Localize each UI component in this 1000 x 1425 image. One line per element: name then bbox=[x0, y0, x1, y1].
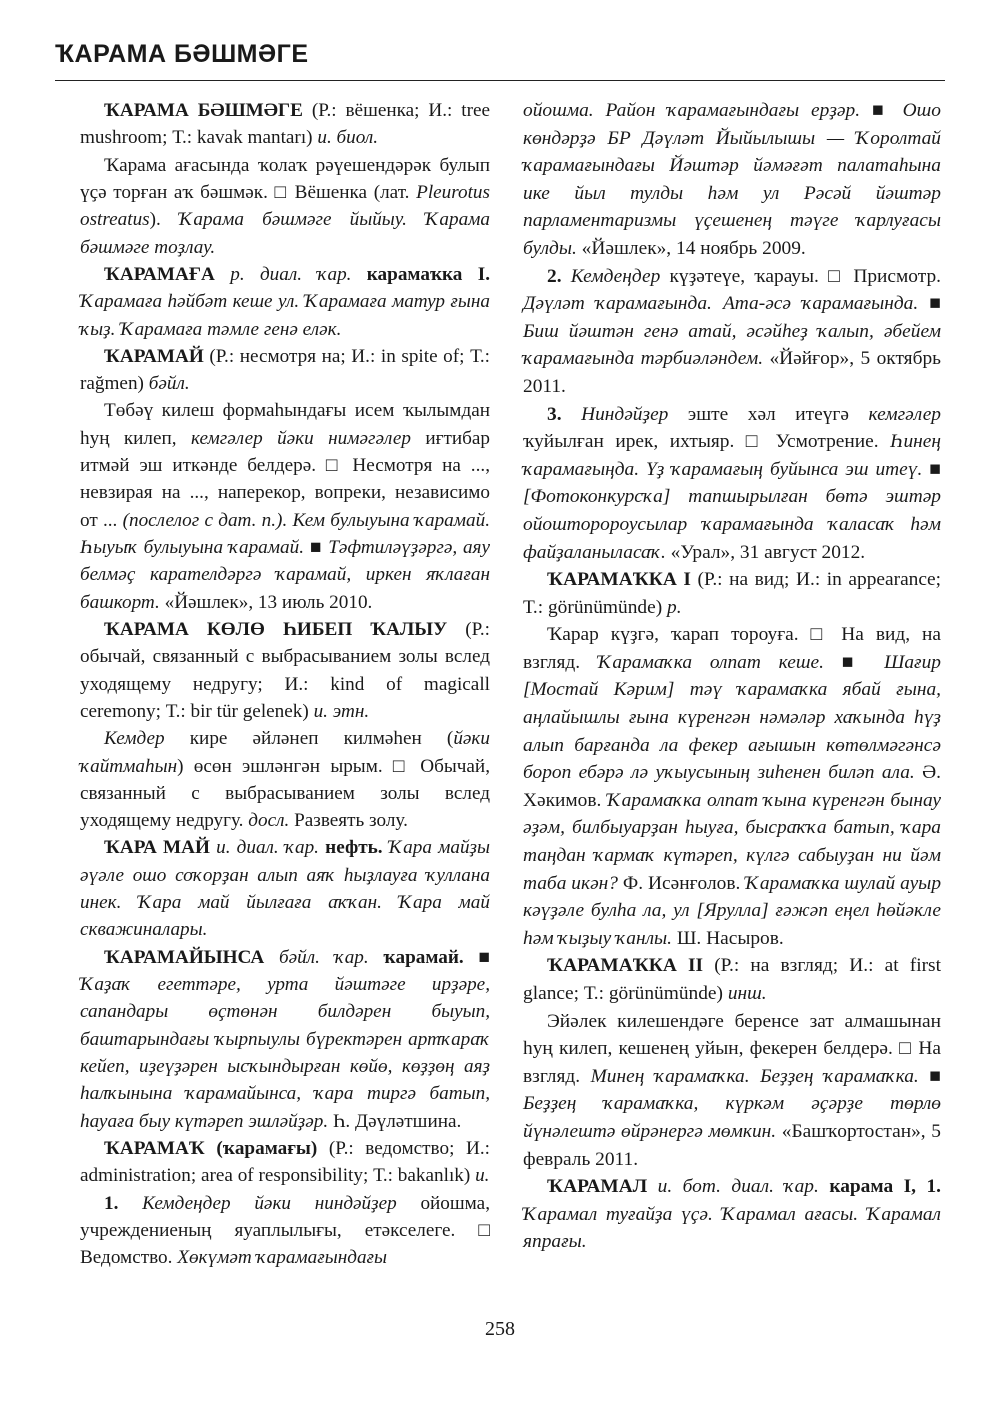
headword: карамаҡка I. bbox=[366, 263, 490, 285]
italic-text: инш. bbox=[727, 983, 767, 1004]
italic-text: ойошма. Район ҡарамағындағы ерҙәр. bbox=[523, 100, 861, 121]
body-text bbox=[351, 264, 366, 285]
dictionary-entry-paragraph bbox=[523, 263, 941, 401]
dictionary-entry-paragraph bbox=[80, 834, 490, 943]
dictionary-entry-paragraph bbox=[80, 261, 490, 343]
body-text: Ә. Хәкимов. bbox=[523, 762, 941, 811]
italic-text: и. bbox=[475, 1165, 490, 1187]
body-text: эште хәл итеүгә bbox=[668, 403, 869, 425]
body-text: ойошма, учреждениеның яуаплылығы, етәкселеге. □ Ведомство. bbox=[80, 1192, 490, 1269]
headword: ҠАРАМАҒА bbox=[104, 263, 215, 285]
body-text bbox=[264, 947, 279, 968]
body-text: ■ bbox=[304, 537, 329, 558]
italic-text: Ҡарамаҡка олпат кеше. bbox=[597, 651, 824, 673]
italic-text: Ҡарамаға һәйбәт кеше ул. Ҡарамаға матур ғына ҡыҙ. Ҡарамаға тәмле генә еләк. bbox=[80, 291, 490, 340]
header-rule bbox=[55, 80, 945, 81]
body-text: «Урал», 31 август 2012. bbox=[665, 541, 866, 563]
italic-text: Минең ҡарамаҡка. Беҙҙең ҡарамаҡка. bbox=[590, 1065, 919, 1087]
italic-text: и. бот. диал. ҡар. bbox=[657, 1176, 819, 1198]
headword: ҠАРАМАҠКА II bbox=[547, 955, 704, 977]
headword: ҠАРАМА КӨЛӨ ҺИБЕП ҠАЛЫУ bbox=[104, 618, 448, 640]
body-text: Эйәлек килешендәге беренсе зат алмашынан һуң килеп, кешенең уйын, фекерен белдерә. □ На взгляд. bbox=[523, 1010, 941, 1087]
body-text: ҡуйылған ирек, ихтыяр. □ Усмотрение. bbox=[523, 431, 891, 453]
italic-text: р. bbox=[667, 596, 682, 618]
italic-text: досл. bbox=[248, 810, 290, 832]
italic-text: Ҡаҙаҡ егеттәре, урта йәштәге ирҙәре, сапандары өҫтөнән билдәрен быуып, баштарындағы ҡырпыулы бүректәрен артҡараҡ кейеп, иҙеүҙәрен ысҡындырған көйө, көҙҙөң аяҙ һалҡынына ҡарамайынса, ҡара тиргә батып, һауаға быу күтәреп эшләйҙәр. bbox=[80, 974, 490, 1132]
italic-text: Һинең ҡарамағыңда. Үҙ ҡарамағың буйынса эш итеү. bbox=[523, 431, 941, 480]
italic-text: Тәфтиләүҙәргә, аяу белмәҫ карателдәргә ҡарамай, иркен яҡлаған башкорт. bbox=[80, 537, 490, 613]
italic-text: и. диал. ҡар. bbox=[216, 837, 319, 859]
dictionary-entry-paragraph bbox=[523, 97, 941, 263]
body-text: ■ bbox=[463, 946, 491, 968]
body-text bbox=[562, 266, 571, 287]
italic-text: бәйл. ҡар. bbox=[278, 946, 369, 968]
body-text: Ҡарама ағасында ҡолаҡ рәүешендәрәк булып үҫә торған аҡ бәшмәк. □ Вёшенка (лат. bbox=[80, 154, 490, 203]
dictionary-entry-paragraph bbox=[80, 725, 490, 834]
body-text: кире әйләнеп килмәһен ( bbox=[164, 728, 454, 750]
dictionary-entry-paragraph bbox=[80, 616, 490, 725]
italic-text: Pleurotus ostreatus bbox=[80, 181, 490, 231]
dictionary-entry-paragraph bbox=[523, 1008, 941, 1174]
italic-text: Кемдер bbox=[104, 728, 165, 750]
dictionary-entry-paragraph bbox=[80, 1135, 490, 1190]
body-text bbox=[369, 947, 384, 968]
italic-text: Ниндәйҙер bbox=[581, 403, 669, 425]
italic-text: Кемдеңдер йәки ниндәйҙер bbox=[142, 1192, 397, 1214]
dictionary-entry-paragraph bbox=[523, 401, 941, 567]
headword: ҠАРАМАЙ bbox=[104, 345, 204, 367]
italic-text: Шағир [Мостай Кәрим] тәү ҡарамаҡка ябай ғына, аңлайышлы ғына күренгән нәмәләр хаҡында һүҙ алып барғанда ла фекер ағышын көтөлмәгәнсә бороп ебәрә лә уҡыусының зиһенен биләп ала. bbox=[523, 651, 941, 784]
headword: 1. bbox=[104, 1192, 119, 1214]
body-text: Ф. Исәнғолов. bbox=[618, 872, 746, 894]
dictionary-entry-paragraph bbox=[523, 1173, 941, 1256]
body-text: «Йәшлек», 14 ноябрь 2009. bbox=[576, 237, 806, 259]
italic-text: Ҡарама бәшмәге йыйыу. Ҡарама бәшмәге тоҙлау. bbox=[80, 209, 491, 258]
right-column bbox=[523, 97, 941, 1256]
italic-text: Дәүләт ҡарамағында. Ата-әсә ҡарамағында. bbox=[523, 293, 919, 315]
body-text: күҙәтеүе, ҡарауы. □ Присмотр. bbox=[660, 265, 941, 287]
italic-text: р. диал. ҡар. bbox=[230, 263, 352, 285]
dictionary-entry-paragraph bbox=[80, 397, 490, 616]
page-number: 258 bbox=[485, 1318, 515, 1340]
italic-text: бәйл. bbox=[148, 373, 190, 395]
body-text bbox=[118, 1193, 142, 1214]
italic-text: Хөкүмәт ҡарамағындағы bbox=[177, 1247, 388, 1269]
headword: карама I, 1. bbox=[829, 1176, 941, 1198]
headword: ҠАРА МАЙ bbox=[104, 837, 210, 859]
headword: ҠАРАМАЛ bbox=[547, 1176, 648, 1198]
headword: ҠАРАМАҠКА I bbox=[547, 569, 691, 591]
italic-text: Беҙҙең ҡарамаҡка, күркәм әҫәрҙе төрлө йүнәлештә өйрәнергә мөмкин. bbox=[523, 1093, 941, 1142]
body-text: (Р.: на вид; И.: in appearance; Т.: görünümünde) bbox=[523, 569, 941, 618]
body-text bbox=[819, 1176, 829, 1197]
body-text: «Йәйғор», 5 октябрь 2011. bbox=[523, 348, 941, 397]
body-text: ). bbox=[149, 209, 179, 231]
headword: 3. bbox=[547, 403, 562, 425]
body-text: ■ bbox=[922, 458, 941, 480]
body-text bbox=[647, 1176, 657, 1197]
dictionary-entry-paragraph bbox=[80, 97, 490, 152]
italic-text: (послелог с дат. п.). Кем булыуына ҡарамай. Һыуыҡ булыуына ҡарамай. bbox=[80, 509, 490, 558]
left-column bbox=[80, 97, 490, 1271]
italic-text: Биш йәштән генә атай, әсәйһеҙ ҡалып, әбейем ҡарамағында тәрбиәләндем. bbox=[523, 320, 941, 370]
italic-text: Кемдеңдер bbox=[570, 265, 661, 287]
dictionary-entry-paragraph bbox=[523, 621, 941, 952]
italic-text: йәки ҡайтмаһын bbox=[80, 728, 490, 777]
body-text: (Р.: вёшенка; И.: tree mushroom; Т.: kavak mantarı) bbox=[80, 100, 490, 149]
body-text: ) өсөн эшләнгән ырым. □ Обычай, связанный с выбрасыванием золы вслед уходящему недругу. bbox=[80, 755, 490, 832]
italic-text: Ҡарамал туғайҙа үҫә. Ҡарамал ағасы. Ҡарамал япрағы. bbox=[523, 1203, 941, 1253]
headword: ҠАРАМАҠ (ҡарамағы) bbox=[104, 1137, 318, 1159]
body-text: «Башҡортостан», 5 февраль 2011. bbox=[523, 1120, 941, 1170]
italic-text: и. этн. bbox=[313, 700, 370, 722]
dictionary-entry-paragraph bbox=[80, 944, 490, 1135]
body-text: «Йәшлек», 13 июль 2010. bbox=[159, 591, 373, 613]
body-text: (Р.: на взгляд; И.: at first glance; Т.: görünümünde) bbox=[523, 955, 941, 1004]
body-text: ■ bbox=[860, 100, 903, 121]
italic-text: [Фотоконкурсҡа] тапшырылған бөтә эштәр ойошторороусылар ҡарамағында ҡаласаҡ һәм файҙаланыласаҡ. bbox=[523, 486, 941, 563]
body-text: Ш. Насыров. bbox=[672, 927, 784, 949]
body-text: (Р.: обычай, связанный с выбрасыванием золы вслед уходящему недругу; И.: kind of magicall ceremony; Т.: bir tür gelenek) bbox=[80, 618, 490, 722]
dictionary-entry-paragraph bbox=[523, 952, 941, 1007]
headword: ҡарамай. bbox=[383, 946, 464, 968]
italic-text: кемгәлер bbox=[868, 403, 941, 425]
headword: ҠАРАМАЙЫНСА bbox=[104, 946, 265, 968]
dictionary-entry-paragraph bbox=[80, 1190, 490, 1272]
body-text: Һ. Дәүләтшина. bbox=[328, 1110, 462, 1132]
body-text: Төбәү килеш формаһындағы исем ҡылымдан һуң килеп, bbox=[80, 400, 490, 449]
italic-text: Ҡарамаҡка олпат ҡына күренгән бынау әҙәм, билбыуарҙан һыуға, бысраҡҡа батып, ҡара таңдан ҡармаҡ күтәреп, күлгә сабыуҙан ни йәм таба икән? bbox=[523, 789, 941, 894]
headword: ҠАРАМА БӘШМӘГЕ bbox=[104, 100, 303, 121]
body-text: иғтибар итмәй эш иткәнде белдерә. □ Несмотря на ..., невзирая на ..., наперекор, вопреки, независимо от ... bbox=[80, 427, 490, 531]
body-text: Ҡарар күҙгә, ҡарап тороуға. □ На вид, на взгляд. bbox=[523, 624, 941, 673]
italic-text: Ҡара майҙы әүәле ошо соҡорҙан алып аяҡ һыҙлауға ҡуллана инек. Ҡара май йылғаға аҡҡан. Ҡара май скважиналары. bbox=[80, 837, 491, 941]
italic-text: Ҡарамаҡка шулай ауыр кәүҙәле булһа ла, ул [Ярулла] ғәжәп еңел һөйәкле һәм ҡыҙыу ҡанлы. bbox=[523, 872, 942, 949]
dictionary-entry-paragraph bbox=[80, 343, 490, 398]
body-text: ■ bbox=[918, 293, 942, 315]
italic-text: и. биол. bbox=[317, 127, 379, 149]
body-text: ■ bbox=[918, 1065, 941, 1087]
headword: нефть. bbox=[325, 837, 383, 859]
dictionary-entry-paragraph bbox=[80, 152, 490, 261]
italic-text: кемгәлер йәки нимәгәлер bbox=[190, 427, 411, 449]
body-text: (Р.: несмотря на; И.: in spite of; Т.: rağmen) bbox=[80, 345, 490, 395]
body-text: Развеять золу. bbox=[289, 810, 408, 832]
body-text bbox=[215, 264, 230, 285]
body-text: (Р.: ведомство; И.: administration; area of responsibility; Т.: bakanlık) bbox=[80, 1137, 490, 1187]
dictionary-entry-paragraph bbox=[523, 566, 941, 621]
body-text: ■ bbox=[823, 651, 885, 673]
running-head: ҠАРАМА БӘШМӘГЕ bbox=[55, 40, 309, 68]
headword: 2. bbox=[547, 265, 562, 287]
body-text bbox=[562, 404, 582, 425]
italic-text: Ошо көндәрҙә БР Дәүләт Йыйылышы — Ҡоролтай ҡарамағындағы Йәштәр йәмәғәт палатаһына ике йыл тулды һәм ул Рәсәй йәштәр парламентаризмы үҫешенең тәүге ҡарлуғасы булды. bbox=[523, 100, 941, 259]
